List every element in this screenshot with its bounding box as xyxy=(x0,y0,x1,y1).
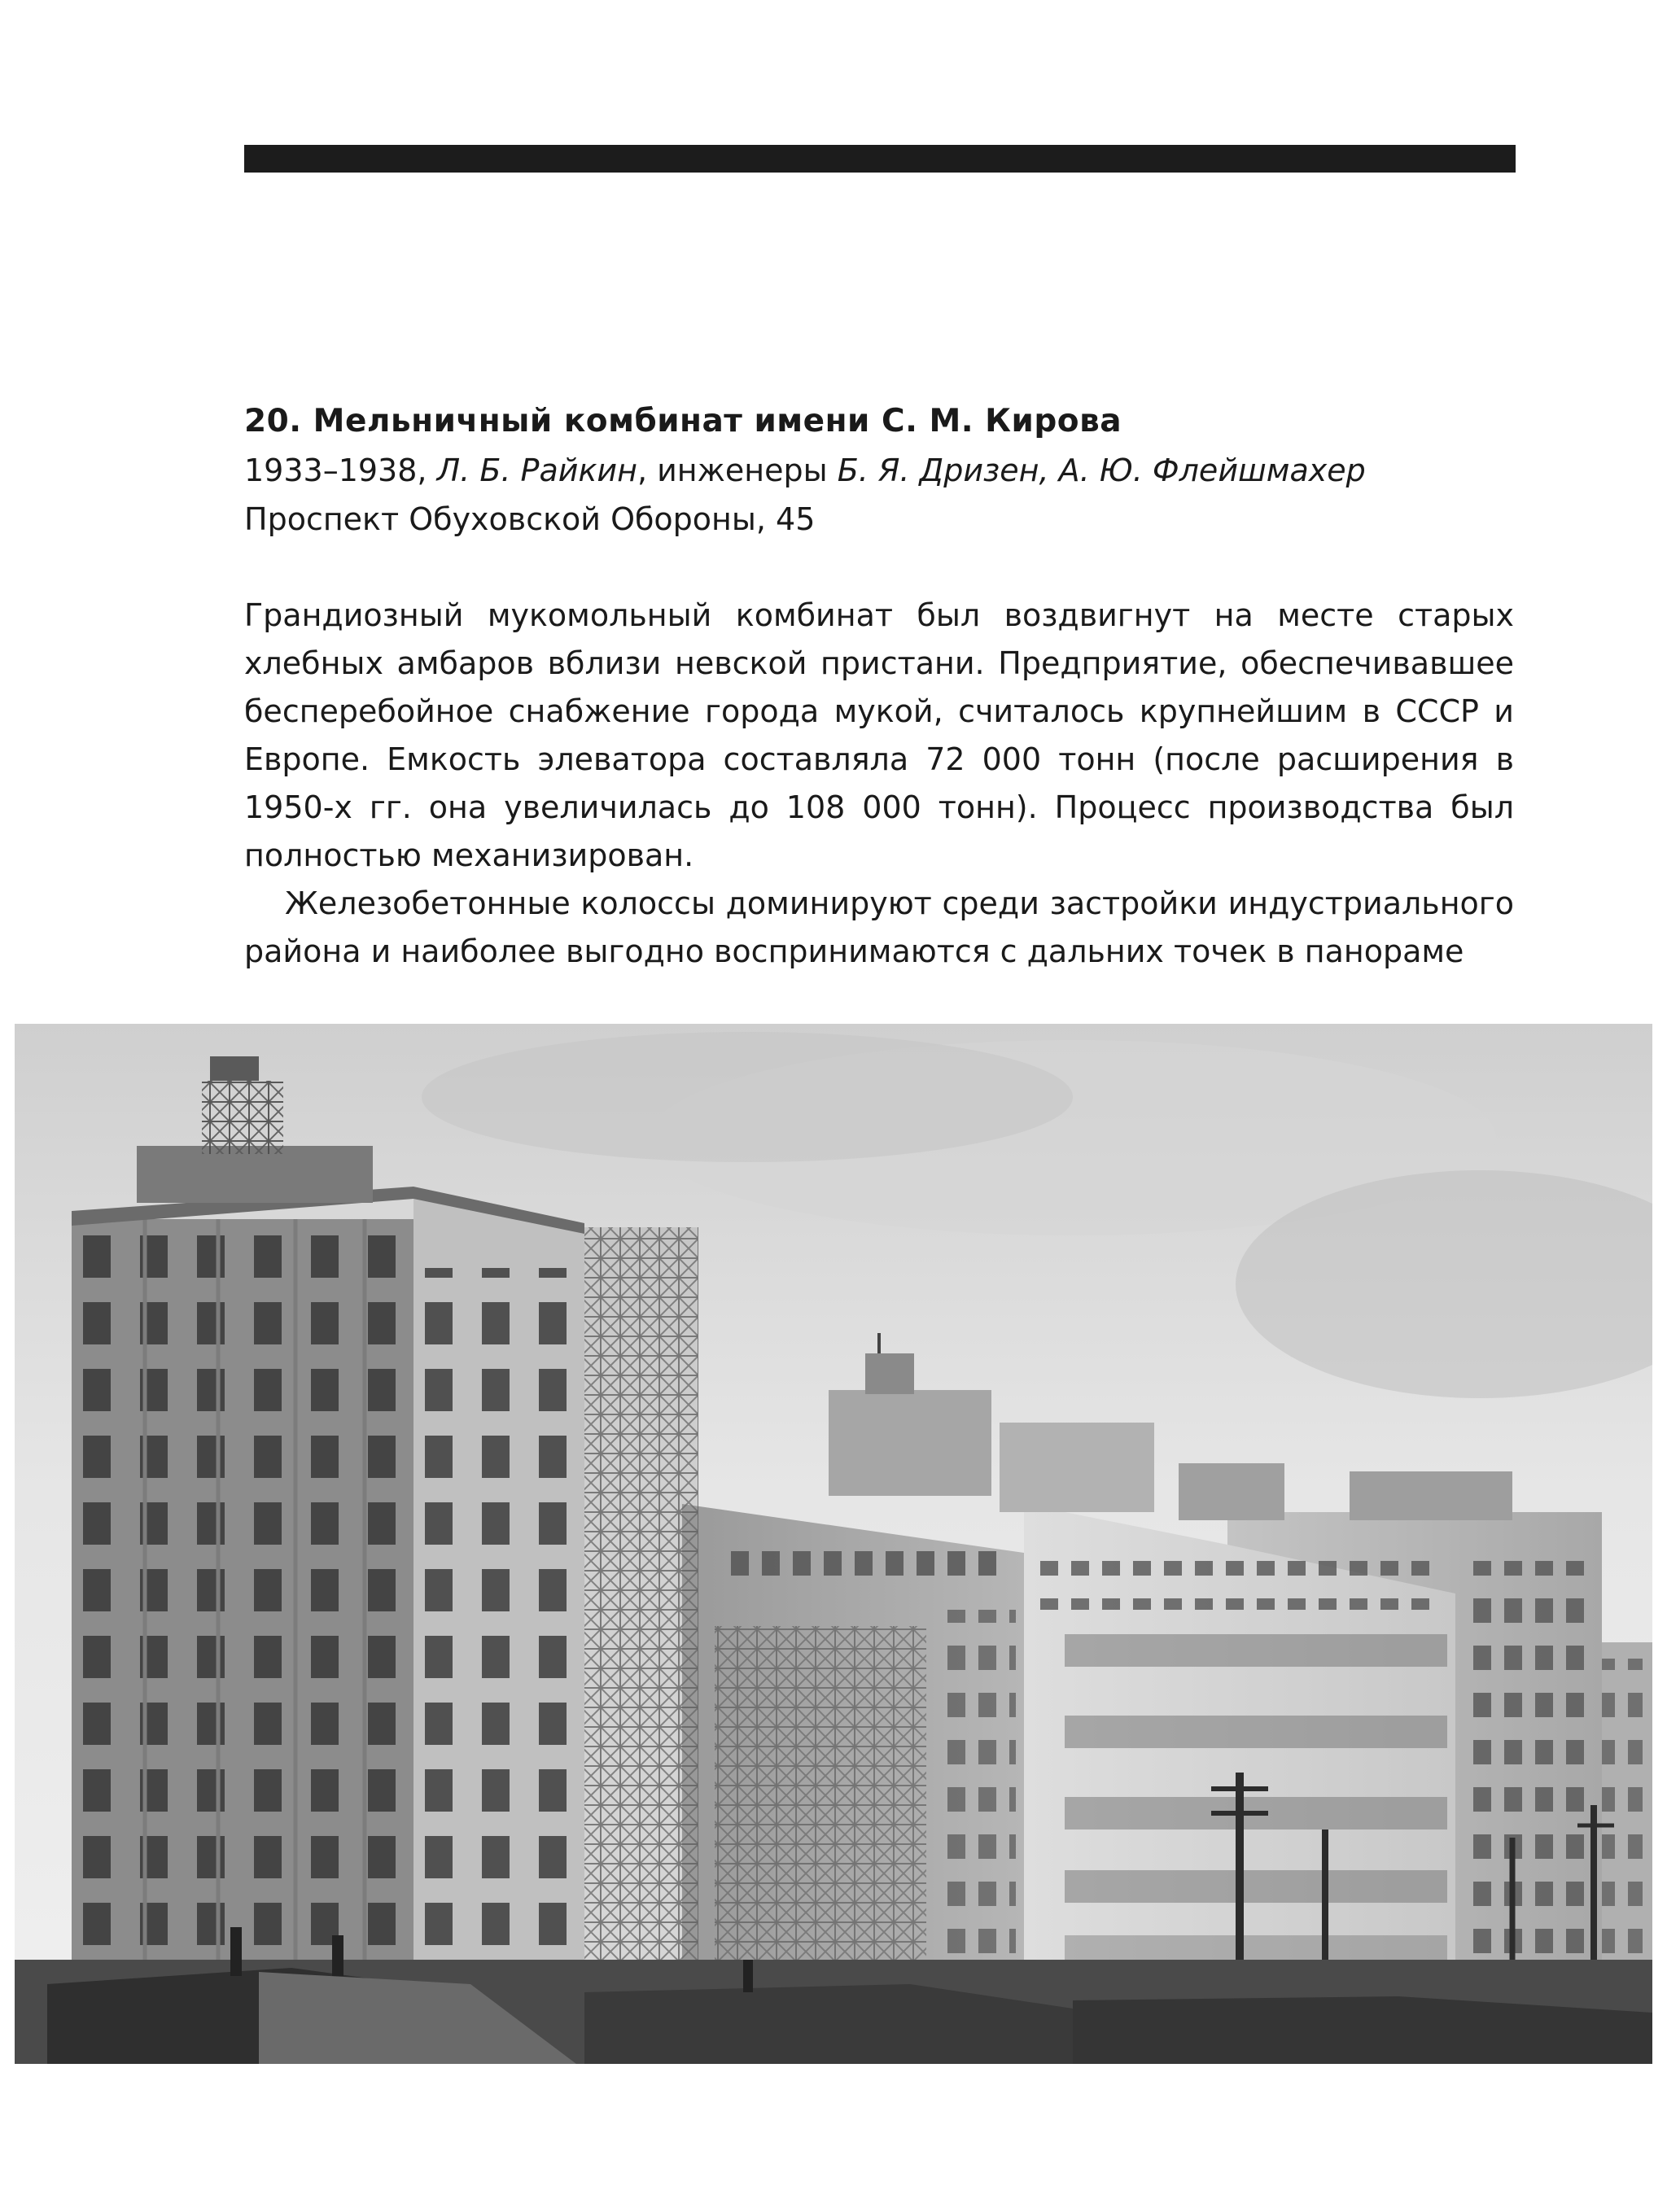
entry-architect: Л. Б. Райкин xyxy=(436,452,637,488)
entry-years: 1933–1938, xyxy=(244,452,427,488)
entry-address: Проспект Обуховской Обороны, 45 xyxy=(244,501,816,537)
entry-engineers: Б. Я. Дризен, А. Ю. Флейшмахер xyxy=(837,452,1366,488)
paragraph-2: Железобетонные колоссы доминируют среди застройки индустриального района и наиболее выгодно воспринимаются с дальних точек в панораме xyxy=(244,885,1514,969)
entry-credits xyxy=(244,446,1514,495)
entry-title: 20. Мельничный комбинат имени С. М. Кирова xyxy=(244,403,1122,439)
paragraph-1: Грандиозный мукомольный комбинат был воздвигнут на месте старых хлебных амбаров вблизи невской пристани. Предприятие, обеспечивавшее бесперебойное снабжение города мукой, считалось крупнейшим в СССР и Европе. Емкость элеватора составляла 72 000 тонн (после расширения в 1950-х гг. она увеличилась до 108 000 тонн). Процесс производства был полностью механизирован. xyxy=(244,597,1514,873)
top-rule xyxy=(244,145,1516,173)
mill-photograph xyxy=(15,1024,1652,2064)
body-text xyxy=(244,592,1514,976)
mill-photograph-illustration xyxy=(15,1024,1652,2064)
entry-engineers-prefix: , инженеры xyxy=(637,452,828,488)
entry-heading xyxy=(244,397,1514,544)
